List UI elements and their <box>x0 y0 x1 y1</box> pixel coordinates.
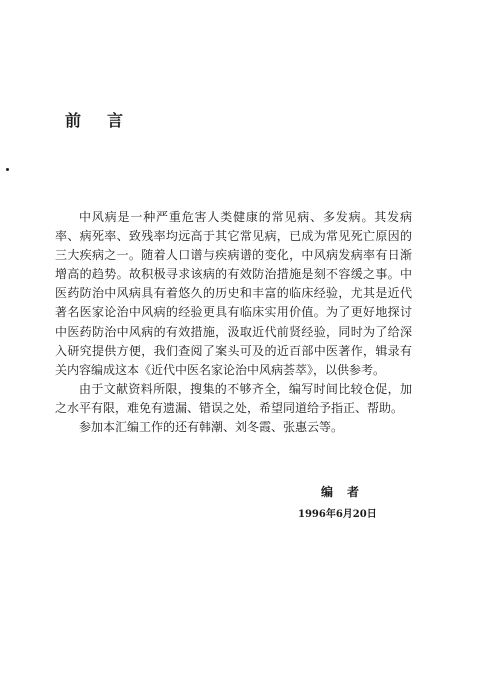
margin-mark <box>6 168 9 171</box>
paragraph: 中风病是一种严重危害人类健康的常见病、多发病。其发病率、病死率、致残率均远高于其它常见病，已成为常见死亡原因的三大疾病之一。随着人口谱与疾病谱的变化，中风病发病率有日渐增高的趋势。故积极寻求该病的有效防治措施是刻不容缓之事。中医药防治中风病具有着悠久的历史和丰富的临床经验，尤其是近代著名医家论治中风病的经验更具有临床实用价值。为了更好地探讨中医药防治中风病的有效措施，汲取近代前贤经验，同时为了给深入研究提供方便，我们查阅了案头可及的近百部中医著作，辑录有关内容编成这本《近代中医名家论治中风病荟萃》，以供参考。 <box>55 210 412 377</box>
author-signature: 编者 <box>321 485 374 499</box>
page-title: 前言 <box>65 111 150 130</box>
paragraph: 由于文献资料所限，搜集的不够齐全，编写时间比较仓促，加之水平有限，难免有遗漏、错误之处，希望同道给予指正、帮助。 <box>55 381 412 415</box>
paragraph: 参加本汇编工作的还有韩潮、刘冬霞、张惠云等。 <box>79 420 344 435</box>
preface-body <box>55 208 412 437</box>
date-line: 1996年6月20日 <box>298 509 377 520</box>
